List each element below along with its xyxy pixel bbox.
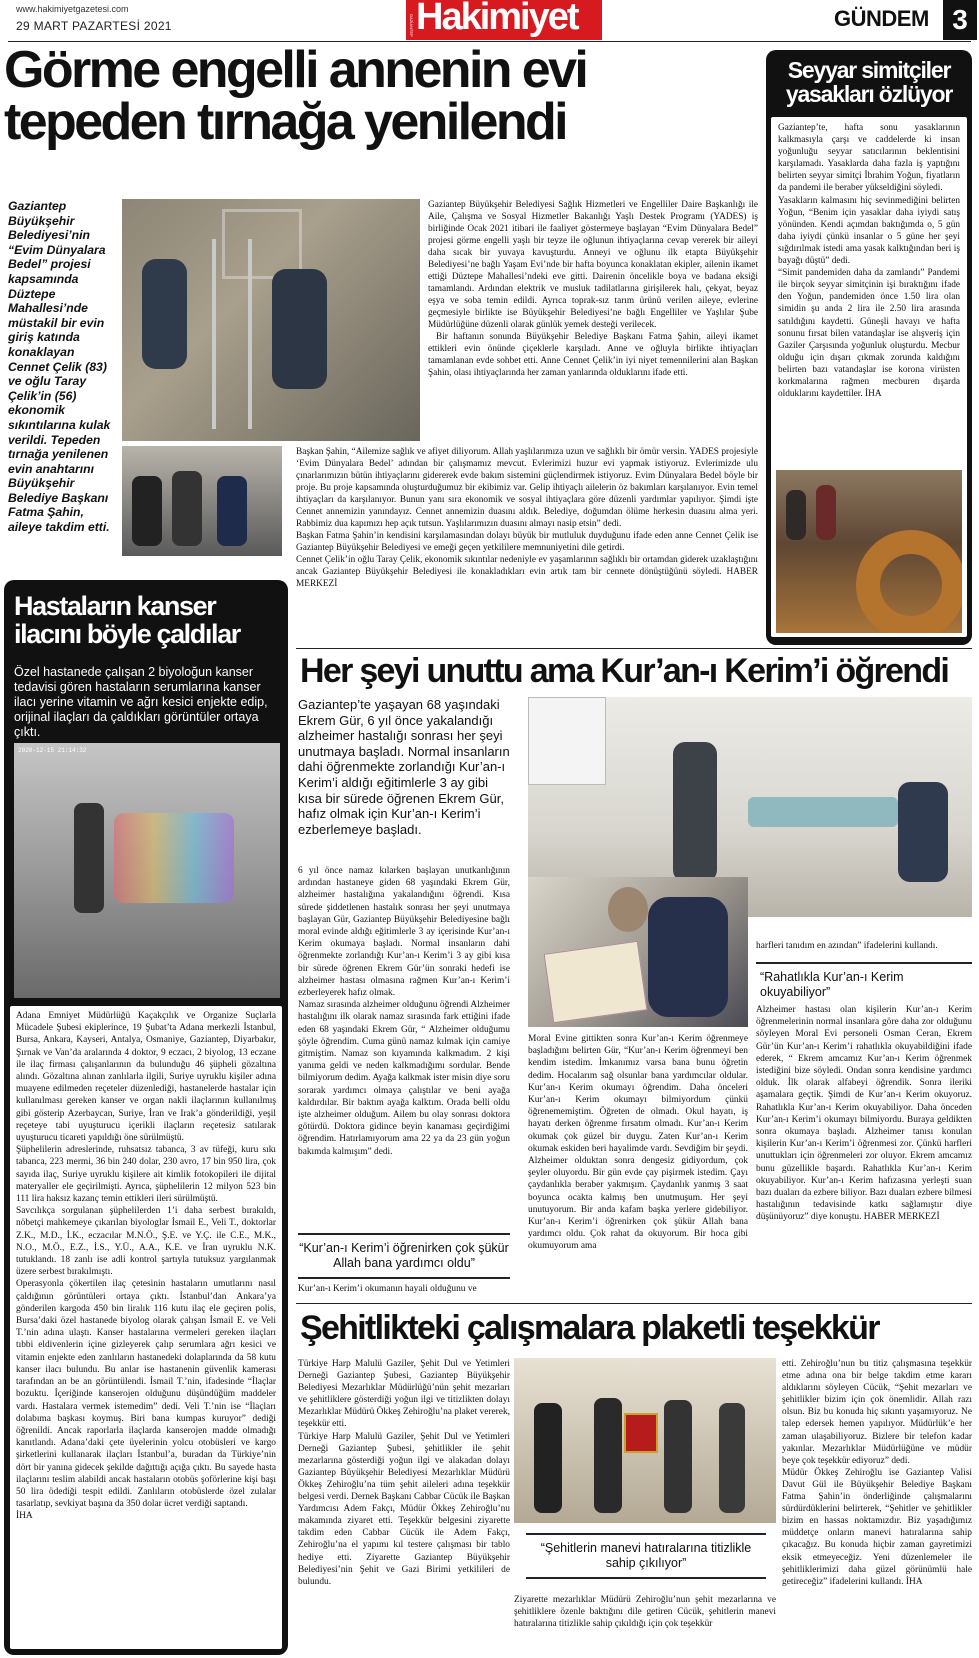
quran-quote1: “Kur’an-ı Kerim’i öğrenirken çok şükür Allah bana yardımcı oldu” [298, 1233, 510, 1279]
simit-box [766, 50, 972, 645]
cancer-headline: Hastaların kanser ilacını böyle çaldılar [14, 591, 240, 649]
plaque-photo [514, 1358, 776, 1523]
quran-col3-head: harfleri tanıdım en azından” ifadelerini kullandı. [756, 941, 938, 951]
martyr-col3: etti. Zehiroğlu’nun bu titiz çalışmasına teşekkür etme adına ona bir belge takdim etme kararı aldıklarını söyleyen Cücük, “Şehit mezarları ve şehitlikler bizim için çok önemlidir. Allah razı olsun. Biz bu konuda hiç sıkıntı yaşamıyoruz. Ne talep edersek hemen yapılıyor. Müdürlük’e her zaman ulaşabiliyoruz. Bizlere bir telefon kadar yakınlar. Mezarlıklar Müdürlüğüne ve müdür beye çok teşekkür ediyoruz” dedi. Müdür Ökkeş Zehiroğlu ise Gaziantep Valisi Davut Gül ile Büyükşehir Belediye Başkanı Fatma Şahin’in önderliğinde çalışmalarını sürdürdüklerini belirterek, “Şehitler ve şehitlikler bizim en hassas noktamızdır. Biz yaşadığımız müddetçe onların manevi hatıralarına sahip çıkacağız. Bu konuda hiçbir zaman gayretimizi eksik etmeyeceğiz. Yeni düzenlemeler ile şehitliklerimizi daha güzel görünümlü hale getireceğiz” ifadelerini kullandı. İHA [782, 1359, 972, 1587]
visit-photo [122, 446, 282, 556]
martyr-quote: “Şehitlerin manevi hatıralarına titizlikle sahip çıkılıyor” [526, 1533, 766, 1579]
quran-quote2: “Rahatlıkla Kur’an-ı Kerim okuyabiliyor” [756, 962, 972, 1000]
quran-divider [296, 648, 972, 649]
section-label: GÜNDEM [834, 6, 929, 31]
simit-body: Gaziantep’te, hafta sonu yasaklarının kalkmasıyla çarşı ve caddelerde ki insan yoğunluğu seyyar satıcılarının beklentisini karşılamadı. Yasaklarda daha fazla iş yaptığını belirten seyyar simitçi İbrahim Yoğun, fiyatların da pandemi ile beraber yükseldiğini söyledi. Yasakların kalmasını hiç sevinmediğini belirten Yoğun, “Benim için yasaklar daha iyiydi satış yönünden. Kendi açımdan baktığımda o, 5 gün daha iyiydi çünkü insanlar o 5 güne her şeyi sığdırılmak istedi ama yasak kalktığından beri iş bayağı düştü” dedi. “Simit pandemiden daha da zamlandı” Pandemi ile birçok seyyar simitçinin işi bıraktığını ifade den Yoğun, pandemiden önce 1.50 lira olan simidin şu anda 2 lira ile 2.50 lira arasında satıldığını kaydetti. Güneşli havayı ve hafta sonunu fırsat bilen vatandaşlar ise alışveriş için Gaziler Çarşısında yoğunluk oluşturdu. Mecbur olduğu için dışarı çıkmak zorunda kaldığını belirten bazı vatandaşlar ise korona virüsten korkmalarına rağmen mecburen dışarda olduklarını kaydettiler. İHA [778, 123, 960, 400]
renovation-photo [122, 199, 420, 441]
main-lead: Gaziantep Büyükşehir Belediyesi’nin “Evim Dünyalara Bedel” projesi kapsamında Düztepe Mahallesi’nde müstakil bir evin giriş katında konaklayan Cennet Çelik (83) ve oğlu Taray Çelik’in (56) ekonomik sıkıntılarına kulak verildi. Tepeden tırnağa yenilenen evin anahtarını Büyükşehir Belediye Başkanı Fatma Şahin, aileye takdim etti. [8, 199, 111, 535]
masthead [8, 0, 971, 42]
website-url[interactable]: www.hakimiyetgazetesi.com [16, 4, 129, 14]
quran-headline: Her şeyi unuttu ama Kur’an-ı Kerim’i öğrendi [300, 652, 949, 690]
quran-col3: Alzheimer hastası olan kişilerin Kur’an-ı Kerim öğrenmelerinin normal insanlara göre daha zor olduğunu söyleyen Moral Evi personeli Osman Ceran, Ekrem Gür’ün Kur’an-ı Kerim’i rahatlıkla okuyabildiğini ifade ederek, “ Ekrem amcamız Kur’an-ı Kerim öğrenmek istediğini bize söyledi. Ondan sonra kendisine yardımcı olduk. İlk olarak alfabeyi öğrendik. Sonra ileriki aşamalara geçtik. Şimdi de Kur’an-ı Kerim okuyoruz. Rahatlıkla Kur’an-ı Kerim okuyabiliyor. Daha önceden Kur’an-ı Kerim’i okumayı bilmiyordu. Buraya geldikten sonra okumaya başladı. Alzheimer tanısı konulan kişilerin Kur’an-ı Kerim’i öğrenmesi zor. Çünkü harfleri unuttukları için öğrenmeleri zor oluyor. Ekrem amcamız bunu güzellikle başardı. Rahatlıkla Kur’an-ı Kerim okuyabiliyor. Kur’an-ı Kerim hafızasına yerleşti suan bazı duaları da ezbere biliyor. Bazı duaları ezbere bilmesi hastalığının tedavisinde katkı sağlamıştır diye düşünüyoruz” diye konuştu. HABER MERKEZİ [756, 1005, 972, 1223]
martyr-col1: Türkiye Harp Malulü Gaziler, Şehit Dul ve Yetimleri Derneği Gaziantep Şubesi, Gaziantep Büyükşehir Belediyesi Mezarlıklar Müdürlüğü’nün şehit mezarları ve şehitliklere gösterdiği yoğun ilgi ve titizlikten dolayı Mezarlıklar Müdürü Ökkeş Zehiroğlu’na plaket vererek, teşekkür etti. Türkiye Harp Malulü Gaziler, Şehit Dul ve Yetimleri Derneği Gaziantep Şubesi, şehitlikler ile şehit mezarlarına gösterdiği yoğun ilgi ve alakadan dolayı Gaziantep Büyükşehir Belediyesi Mezarlıklar Müdürü Ökkeş Zehiroğlu’na tüm şehit aileleri adına teşekkür belgesi verdi. Dernek Başkanı Cabbar Cücük ile Başkan Yardımcısı Adem Fakçı, Müdür Ökkeş Zehiroğlu’nu makamında ziyaret etti. Teşekkür belgesini ziyarette takdim eden Cabbar Cücük ile Adem Fakçı, Zehiroğlu’na el yapımı kıl testere çalışması bir tablo hediye etti. Ziyarette Gaziantep Büyükşehir Belediyesi’nin Şehit ve Gazi Birimi yetkilileri de bulundu. [298, 1359, 510, 1587]
main-col1: Gaziantep Büyükşehir Belediyesi Sağlık Hizmetleri ve Engelliler Daire Başkanlığı ile Aile, Çalışma ve Sosyal Hizmetler Bakanlığı Yaşlı Destek Programı (YADES) iş birliğinde Ocak 2021 itibari ile faaliyet göstermeye başlayan “Evim Dünyalara Bedel” projesi görme engelli yaşlı bir teyze ile oğlunun ihtiyaçlarına cevap vererek bir aileyi daha sıcak bir yuvaya kavuşturdu. Anneyi ve oğlunu ilk etapta Büyükşehir Belediyesi’ne bağlı Yaşam Evi’nde bir hafta boyunca konaklatan ekipler, ailenin ikamet ettiği Düztepe Mahallesi’ndeki eve gitti. Dairenin öncelikle boya ve badana eksiği tamamlandı. Ardından elektrik ve musluk tadilatlarına girişilerek halı, çekyat, beyaz eşya ve soba temin edildi. Ayrıca toprak-sız tarım ürünü verilen aileye, evlerine geçmesiyle birlikte ise Büyükşehir Belediyesi’ne bağlı Engelliler ve Yaşlılar Şube Müdürlüğüne düzenli olarak günlük yemek desteği verilecek. Bir haftanın sonunda Büyükşehir Belediye Başkanı Fatma Şahin, aileyi ikamet ettikleri evin önünde çiçeklerle karşıladı. Anne ve oğluyla birlikte ihtiyaçları tamamlanan evde sohbet etti. Anne Cennet Çelik’in iyi niyet temennilerini alan Başkan Şahin, olası ihtiyaçlarında her zaman yanlarında olduklarını ifade etti. [428, 200, 758, 378]
martyr-col2-tail: Ziyarette mezarlıklar Müdürü Zehiroğlu’nun şehit mezarlarına ve şehitliklere özenle baktığını dile getiren Cücük, şehitlerin manevi hatıralarına titizlikle sahip çıkıldığı için çok teşekkür [514, 1595, 776, 1630]
martyr-divider [296, 1303, 972, 1304]
logo [406, 0, 602, 40]
quran-reading-photo [528, 877, 748, 1027]
logo-wordmark: Hakimiyet [416, 0, 578, 38]
cancer-body: Adana Emniyet Müdürlüğü Kaçakçılık ve Organize Suçlarla Mücadele Şubesi ekiplerince, 19 Şubat’ta Adana merkezli İstanbul, Bursa, Ankara, Kayseri, Antalya, Osmaniye, Gaziantep, Diyarbakır, Şırnak ve Van’da aralarında 4 doktor, 9 eczacı, 2 biyolog, 13 eczane ile ilaç firması çalışanlarının da bulunduğu 46 şüpheli gözaltına alındı. Gözaltına alınan zanlılarla ilgili, Suriye uyruklu kişiler adına muayene edilmeden reçeteler düzenlediği, hastanelerde hastalar için kullanılması gereken kanser ve organ nakli ilaçlarının kullanılmış gibi gösterip Azerbaycan, Suriye, İran ve Irak’a gönderildiği, yeşil reçeteye tabi uyuşturucu içerikli ilaçların reçetesiz satılarak uyuşturucu ticareti yapıldığı öne sürülmüştü. Şüphelilerin adreslerinde, ruhsatsız tabanca, 3 av tüfeği, kuru sıkı tabanca, 223 mermi, 36 bin 240 dolar, 230 avro, 17 bin 950 lira, çok sayıda ilaç, Suriye uyruklu kişilere ait kimlik fotokopileri ile dijital materyaller ele geçirilmişti. Ayrıca, şüphelilerin 12 milyon 523 bin 111 lira haksız kazanç temin ettikleri ileri sürülmüştü. Savcılıkça sorgulanan şüphelilerden 1’i daha serbest bırakıldı, nöbetçi mahkemeye çıkarılan biyologlar İsmail E., Veli T., doktorlar Z.K., M.D., İ.K., eczacılar M.N.Ö., Ş.E. ve Y.Ç. ile C.E., M.K., N.O., M.Ö., E.Z., İ.S., Y.Ü., A.A., K.E. ve İran uyruklu N.K. tutuklandı. 18 zanlı ise adli kontrol şartıyla tutuksuz yargılanmak üzere serbest bırakılmıştı. Operasyonla çökertilen ilaç çetesinin hastaların umutlarını nasıl çaldığının görüntüleri ortaya çıktı. İstanbul’dan Ankara’ya gönderilen kargoda 450 bin liralık 116 kutu ilaç ele geçiren polis, Bursa’daki özel hastanede biyolog olarak çalışan İsmail E. ve Veli T.’nin adına ulaştı. Kanser hastalarına vermeleri gereken ilaçları tıbbi eldivenlerin içine gizleyerek çalıp serumlara ağrı kesici ve vitamin enjekte eden zanlıların hastanedeki dolaplarında da 58 kutu kanser ilacı bulundu. Bu anlar ise hastanenin güvenlik kamerası tarafından an be an görüntülendi. İsmail T.’nin, ifadesinde “İlaçlar bozuktu. İçeriğinde kanserojen olduğunu düşündüğüm maddeler vardı. Hastalara vermek istemedim” dedi. Veli T.’nin ise “İlaçları dolabıma başkası koymuş. Biri bana kumpas kuruyor” dediği öğrenildi. Ancak raporlarla ilaçlarda kanserojen madde olmadığı kanıtlandı. Adana’daki çete üyelerinin yolcu otobüsleri ve kargo şirketlerini kullanarak ilaçları İstanbul’a, buradan da Türkiye’nin dört bir yanına gidecek şekilde dağıttığı açığa çıktı. Bu sayede hasta ilaçlarını teslim alabildi ancak hastaların otobüs şoförlerine kişi başı 50 lira ödediği tespit edildi. Zanlıların otobüslerde özel zulalar tasarlatıp, sevkiyat başına da 350 dolar ücret verdiği saptandı. İHA [16, 1011, 276, 1522]
logo-small-text: GAZİANTEP [409, 14, 414, 37]
quran-lead: Gaziantep’te yaşayan 68 yaşındaki Ekrem Gür, 6 yıl önce yakalandığı alzheimer hastalığı sonrası her şeyi unutmaya başladı. Normal insanların dahi öğrenmekte zorlandığı Kur’an-ı Kerim’i aldığı eğitimlerle 3 ay gibi kısa bir sürede öğrenen Ekrem Gür, hafız olmak için Kur’an-ı Kerim’i ezberlemeye başladı. [298, 697, 510, 837]
quran-col2: Moral Evine gittikten sonra Kur’an-ı Kerim öğrenmeye başladığını belirten Gür, “Kur’an-ı Kerim öğrenmeyi ben kendim istedim. İmkanımız varsa bana bunu öğretin dedim. Hocalarım sağ olsunlar bana yardımcılar oldular. Kur’an-ı Kerim okumayı öğrendim. Daha önceleri Kur’an-ı Kerim okumayı bilmiyordum çünkü öğrenememiştim. Öğreten de olmadı. Okul hayatı, iş hayatı derken öğrenme fırsatım olmadı. Kur’an-ı Kerim okumak çok güzel bir duygu. Zaten Kur’an-ı Kerim okumak eskiden beri hayalimde vardı. Sevdiğim bir şeydi. Alzheimer olduktan sonra dengesiz gidiyordum, çok şeyler oluyordu. Bir gün evde çay pişirmek istedim. Çayı çaydanlıkla beraber yakmışım. Çaydanlık yanmış 3 saat boyunca ocakta kalmış ben unutmuşum. Her şeyi unutuyorum. Bir anda kafam başka yerlere gidebiliyor. Kur’an-ı Kerim’i öğrenirken çok şükür Allah bana yardımcı oldu. Çok rahat da okuyorum. Bir hoca gibi okumuyorum ama [528, 1034, 748, 1252]
martyr-headline: Şehitlikteki çalışmalara plaketli teşekkür [300, 1309, 879, 1347]
simit-photo [776, 470, 962, 633]
quran-col1-tail: Kur’an-ı Kerim’i okumanın hayali olduğunu ve [298, 1284, 477, 1294]
quran-col1: 6 yıl önce namaz kılarken başlayan unutkanlığının ardından hastaneye giden 68 yaşındaki Ekrem Gür, alzheimer hastalığına yakalandığını öğrendi. Kısa sürede şiddetlenen hastalık sonrası her şeyi unutmaya başlayan Gür, Gaziantep Büyükşehir Belediyesine bağlı moral evinde aldığı eğitimlerle 3 ay içerisinde Kur’an-ı Kerim okumaya başladı. Normal insanların dahi öğrenmekte zorlandığı Kur’an-ı Kerim’i 3 ay gibi kısa bir sürede öğrenen Ekrem Gür’ün sonraki hedefi ise alzheimer hastası olmasına rağmen Kur’an-ı Kerim’i ezberleyerek hafız olmak. Namaz sırasında alzheimer olduğunu öğrendi Alzheimer hastalığını ilk olarak namaz sırasında fark ettiğini ifade eden 68 yaşındaki Ekrem Gür, “ Alzheimer olduğumu şöyle öğrendim. Cuma günü namaz kılmak için camiye gitmiştim. Namaz son kıyamında kalkmadım. 2 kişi yanıma geldi ve neden kalkmadığımı sordular. Bende bilmiyorum dedim. Ayağa kalkmak ister misin diye soru sorarak yardımcı olmaya çalıştılar ve beni ayağa kaldırdılar. Bir baktım ayağa kalktım. Orada belli oldu işte alzheimer olduğum. Ailem bu olay sonrası doktora götürdü. Doktora gidince beyin kanaması geçirdiğimi öğrendim. Hatırlamıyorum ama 22 ya da 23 gün yoğun bakımda kalmışım” dedi. [298, 866, 510, 1157]
page-number: 3 [943, 0, 977, 40]
cancer-lead: Özel hastanede çalışan 2 biyoloğun kanser tedavisi gören hastaların serumlarına kanser ilacı yerine vitamin ve ağrı kesici enjekte edip, orijinal ilaçları da çaldıkları görüntüler ortaya çıktı. [14, 665, 268, 739]
issue-date: 29 MART PAZARTESİ 2021 [16, 19, 172, 33]
main-headline: Görme engelli annenin evi tepeden tırnağa yenilendi [4, 41, 587, 151]
cctv-timestamp: 2020-12-15 21:14:32 [18, 747, 87, 754]
simit-headline: Seyyar simitçiler yasakları özlüyor [785, 57, 953, 107]
cancer-box [4, 580, 288, 1655]
cctv-photo [14, 743, 280, 998]
main-col2: Başkan Şahin, “Ailemize sağlık ve afiyet diliyorum. Allah yaşlılarımıza uzun ve sağlıklı bir ömür versin. YADES projesiyle ‘Evim Dünyalara Bedel’ adından bir çalışmamız mevcut. Evlerimizi huzur evi yapmak istiyoruz. Evlerimizde ulu çınarlarımızın bütün ihtiyaçlarını gidererek evde bakım sistemini güçlendirmek istiyoruz. Evim Dünyalara Bedel böyle bir proje. Bu proje kapsamında oluşturduğumuz bir ekibimiz var. Gelip ihtiyaçlı ailelerin öz bakımları karşılanıyor. Evin temel ihtiyaçları da karşılanıyor. Bunun yanı sıra ekonomik ve sosyal ihtiyaçlara göre düzenli yardımlar yapılıyor. Şimdi işte Cennet annemizin yanındayız. Cennet annemizin duasını aldık. Belediye, doğumdan ölüme herkesin duasını alma yeri. Rabbimiz dua kapımızı hep açık tutsun. Yaşlılarımızın duasını almayı nasip etsin” dedi. Başkan Fatma Şahin’in kendisini karşılamasından dolayı büyük bir mutluluk duyduğunu ifade eden anne Cennet Çelik ise Gaziantep Büyükşehir Belediyesi ve emeği geçen yetkililere memnuniyetini dile getirdi. Cennet Çelik’in oğlu Taray Çelik, ekonomik sıkıntılar nedeniyle ev yaşamlarının sağlıklı bir ortamdan giderek uzaklaştığını ancak Gaziantep Büyükşehir Belediyesi ile konakladıkları evin artık tam bir cennete dönüştüğünü söyledi. HABER MERKEZİ [296, 447, 758, 589]
